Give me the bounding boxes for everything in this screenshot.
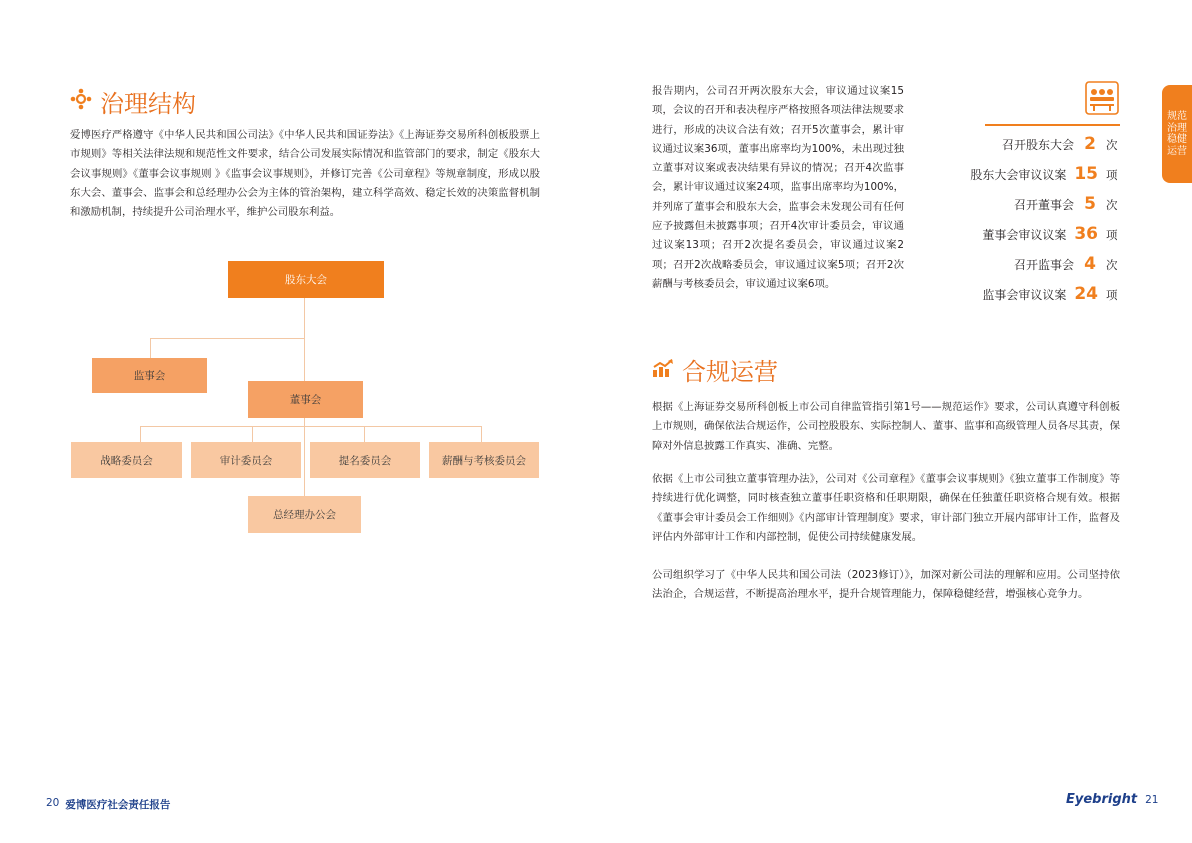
stat-row — [1014, 194, 1120, 214]
stat-value: 24 — [1074, 284, 1098, 304]
stat-row — [1014, 254, 1120, 274]
connector — [150, 338, 151, 358]
connector — [150, 338, 305, 339]
governance-icon — [70, 88, 92, 116]
stat-unit: 项 — [1106, 288, 1118, 302]
stat-unit: 次 — [1106, 138, 1118, 152]
compliance-section-title — [652, 352, 778, 387]
org-box-committee: 战略委员会 — [71, 442, 182, 478]
stat-label: 监事会审议议案 — [982, 288, 1067, 302]
report-title: 爱博医疗社会责任报告 — [65, 799, 171, 811]
compliance-title-text: 合规运营 — [682, 358, 778, 386]
stat-row — [1002, 134, 1120, 154]
side-tab[interactable] — [1162, 85, 1192, 183]
connector — [304, 298, 305, 381]
org-chart — [70, 260, 540, 535]
chart-growth-icon — [652, 356, 674, 384]
stat-label: 召开股东大会 — [1001, 138, 1074, 152]
stat-label: 董事会审议议案 — [982, 228, 1067, 242]
org-box-supervisors: 监事会 — [92, 358, 207, 393]
org-box-committee: 审计委员会 — [191, 442, 301, 478]
stat-row — [982, 284, 1120, 304]
stat-value: 5 — [1084, 194, 1096, 214]
governance-section-title — [70, 84, 196, 119]
meetings-summary: 报告期内，公司召开两次股东大会，审议通过议案15项，会议的召开和表决程序严格按照各项法律法规要求进行，形成的决议合法有效；召开5次董事会，累计审议通过议案36项，董事出席率均为100%，未出现过独立董事对议案或表决结果有异议的情况；召开4次监事会，累计审议通过议案24项，监事出席率均为100%，并列席了董事会和股东大会，监事会未发现公司有任何应予披露但未披露事项；召开4次审计委员会，审议通过议案13项；召开2次提名委员会，审议通过议案2项；召开2次战略委员会，审议通过议案5项；召开2次薪酬与考核委员会，审议通过议案6项。 — [652, 85, 904, 290]
right-footer — [1066, 792, 1159, 807]
side-tab-label: 规范治理 稳健运营 — [1167, 111, 1187, 157]
brand-logo: Eyebright — [1066, 792, 1138, 807]
connector — [364, 426, 365, 442]
stat-row — [982, 224, 1120, 244]
governance-intro: 爱博医疗严格遵守《中华人民共和国公司法》《中华人民共和国证券法》《上海证券交易所科创板股票上市规则》等相关法律法规和规范性文件要求，结合公司发展实际情况和监管部门的要求，制定《股东大会议事规则》《董事会议事规则 》《监事会议事规则》，并修订完善《公司章程》等规章制度，形成以股东大会、董事会、监事会和总经理办公会为主体的管治架构，建立科学高效、稳定长效的决策监督机制和激励机制，持续提升公司治理水平，维护公司股东利益。 — [70, 129, 540, 219]
stats-panel — [960, 134, 1120, 314]
stat-row — [970, 164, 1120, 184]
stat-value: 36 — [1074, 224, 1098, 244]
stat-value: 2 — [1084, 134, 1096, 154]
org-box-board: 董事会 — [248, 381, 363, 418]
left-footer — [46, 797, 170, 812]
stat-value: 4 — [1084, 254, 1096, 274]
page-number-left: 20 — [46, 797, 60, 809]
meeting-icon — [1084, 80, 1120, 120]
governance-title-text: 治理结构 — [100, 90, 196, 118]
stat-label: 召开监事会 — [1013, 258, 1074, 272]
connector — [252, 426, 253, 442]
compliance-paragraph: 根据《上海证券交易所科创板上市公司自律监管指引第1号——规范运作》要求，公司认真遵守科创板上市规则，确保依法合规运作，公司控股股东、实际控制人、董事、监事和高级管理人员各尽其责，保障对外信息披露工作真实、准确、完整。 — [652, 401, 1120, 452]
stat-unit: 项 — [1106, 228, 1118, 242]
org-box-shareholders: 股东大会 — [228, 261, 384, 298]
stat-unit: 次 — [1106, 198, 1118, 212]
connector — [140, 426, 482, 427]
stat-unit: 项 — [1106, 168, 1118, 182]
stat-label: 召开董事会 — [1013, 198, 1074, 212]
stats-divider — [985, 124, 1120, 126]
connector — [140, 426, 141, 442]
org-box-gm-office: 总经理办公会 — [248, 496, 361, 533]
connector — [304, 418, 305, 496]
stat-unit: 次 — [1106, 258, 1118, 272]
stat-label: 股东大会审议议案 — [970, 168, 1067, 182]
compliance-paragraph: 公司组织学习了《中华人民共和国公司法（2023修订）》，加深对新公司法的理解和应用。公司坚持依法治企，合规运营，不断提高治理水平，提升合规管理能力，保障稳健经营，增强核心竞争力。 — [652, 569, 1120, 601]
org-box-committee: 薪酬与考核委员会 — [429, 442, 539, 478]
stat-value: 15 — [1074, 164, 1098, 184]
org-box-committee: 提名委员会 — [310, 442, 420, 478]
connector — [481, 426, 482, 442]
page-number-right: 21 — [1145, 794, 1159, 806]
compliance-paragraph: 依据《上市公司独立董事管理办法》，公司对《公司章程》《董事会议事规则》《独立董事工作制度》等持续进行优化调整，同时核查独立董事任职资格和任职期限，确保在任独董任职资格合规有效。根据《董事会审计委员会工作细则》《内部审计管理制度》要求，审计部门独立开展内部审计工作，监督及评估内外部审计工作和内部控制，促使公司持续健康发展。 — [652, 473, 1120, 543]
